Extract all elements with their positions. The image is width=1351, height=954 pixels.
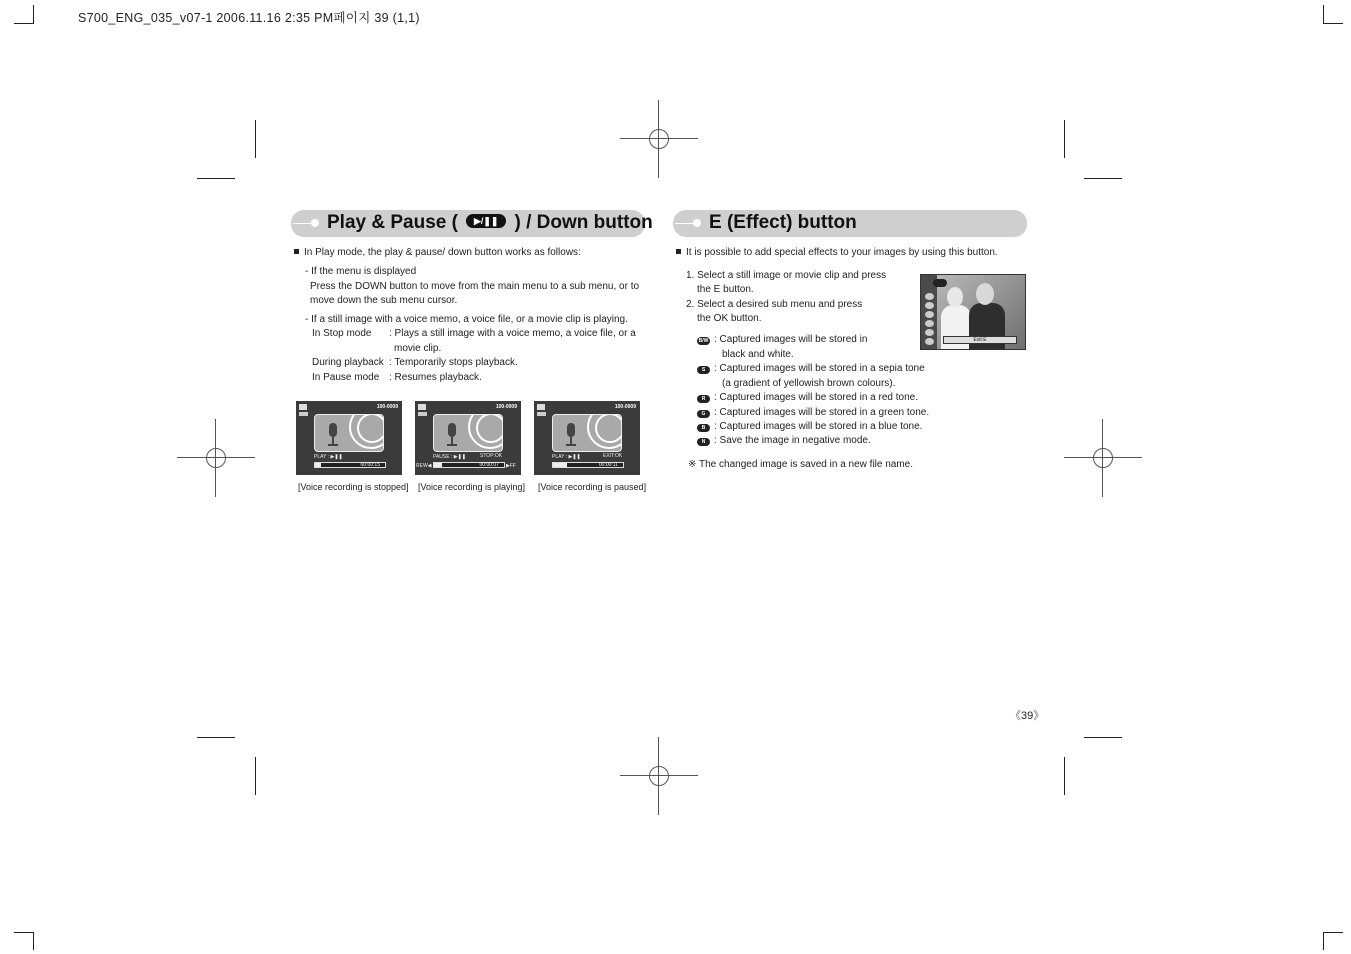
voice-frame xyxy=(314,414,384,452)
screen-caption: [Voice recording is paused] xyxy=(538,482,647,492)
voice-frame xyxy=(433,414,503,452)
page-number: 《39》 xyxy=(1010,710,1045,722)
progress-fill xyxy=(315,463,321,467)
negative-icon: N xyxy=(697,438,710,446)
crop-mark xyxy=(33,5,34,23)
menu-heading: - If the menu is displayed xyxy=(305,266,417,277)
voice-screen-stopped xyxy=(296,401,402,475)
crop-mark xyxy=(14,932,34,933)
battery-icon xyxy=(537,412,546,416)
voice-screen-playing xyxy=(415,401,521,475)
red-tone-icon: R xyxy=(697,395,710,403)
bullet-square-icon xyxy=(294,249,299,254)
voice-screen-paused xyxy=(534,401,640,475)
crop-mark xyxy=(1323,932,1343,933)
trim-mark xyxy=(1064,120,1065,158)
trim-mark xyxy=(255,120,256,158)
file-number: 100-0009 xyxy=(614,404,636,410)
mode-desc: : Resumes playback. xyxy=(389,372,482,383)
effect-item-cont: (a gradient of yellowish brown colours). xyxy=(722,378,896,389)
effect-item: S : Captured images will be stored in a sepia tone xyxy=(697,362,925,375)
mode-label: In Stop mode xyxy=(312,328,372,339)
mode-desc: : Temporarily stops playback. xyxy=(389,357,518,368)
elapsed-time: 00:00:15 xyxy=(360,462,380,468)
rewind-label: REW◀ xyxy=(416,463,432,469)
trim-mark xyxy=(197,178,235,179)
step-text: 2. Select a desired sub menu and press xyxy=(686,299,863,310)
title-text: Play & Pause ( xyxy=(327,212,458,233)
crop-mark xyxy=(1323,23,1343,24)
control-label: STOP:OK xyxy=(480,453,503,459)
print-header: S700_ENG_035_v07-1 2006.11.16 2:35 PM페이지 39 (1,1) xyxy=(78,11,420,25)
battery-icon xyxy=(299,412,308,416)
green-tone-icon: G xyxy=(697,410,710,418)
step-text: 1. Select a still image or movie clip and press xyxy=(686,270,887,281)
registration-mark xyxy=(177,419,255,497)
play-pause-icon: ▶/❚❚ xyxy=(466,214,506,228)
control-label: EXIT:OK xyxy=(603,453,623,459)
microphone-icon xyxy=(567,423,575,437)
section-title-play-pause xyxy=(291,210,653,237)
registration-mark xyxy=(1064,419,1142,497)
screen-caption: [Voice recording is stopped] xyxy=(298,482,409,492)
black-white-icon: B/W xyxy=(698,338,709,344)
menu-line: Press the DOWN button to move from the main menu to a sub menu, or to xyxy=(310,281,640,292)
effect-intro: It is possible to add special effects to your images by using this button. xyxy=(676,246,998,259)
progress-fill xyxy=(553,463,567,467)
play-mode-icon xyxy=(299,404,307,410)
trim-mark xyxy=(1084,178,1122,179)
sepia-icon: S xyxy=(697,366,710,374)
elapsed-time: 00:00:07 xyxy=(479,462,499,468)
effect-item: R : Captured images will be stored in a red tone. xyxy=(697,391,918,404)
effect-item-cont: black and white. xyxy=(722,349,794,360)
voice-frame xyxy=(552,414,622,452)
trim-mark xyxy=(255,757,256,795)
voice-heading: - If a still image with a voice memo, a voice file, or a movie clip is playing. xyxy=(305,314,628,325)
registration-mark xyxy=(620,100,698,178)
title-text: ) / Down button xyxy=(514,212,653,233)
progress-bar xyxy=(552,462,624,468)
progress-bar xyxy=(433,462,505,468)
note-mark-icon: ※ xyxy=(688,459,697,470)
effect-menu-photo xyxy=(920,274,1026,350)
control-label: PLAY : ▶❚❚ xyxy=(552,454,581,460)
play-mode-icon xyxy=(418,404,426,410)
mode-label: During playback xyxy=(312,357,384,368)
section-title-effect xyxy=(673,210,1027,237)
exit-label: Exit:E xyxy=(943,336,1017,344)
effect-icon xyxy=(933,279,947,287)
control-label: PLAY : ▶❚❚ xyxy=(314,454,343,460)
crop-mark xyxy=(1323,5,1324,23)
crop-mark xyxy=(33,932,34,950)
menu-line: move down the sub menu cursor. xyxy=(310,295,458,306)
trim-mark xyxy=(1084,737,1122,738)
mode-label: In Pause mode xyxy=(312,372,380,383)
step-text: the E button. xyxy=(697,284,754,295)
crop-mark xyxy=(14,23,34,24)
effect-item: B : Captured images will be stored in a blue tone. xyxy=(697,420,922,433)
screen-caption: [Voice recording is playing] xyxy=(418,482,526,492)
file-number: 100-0009 xyxy=(495,404,517,410)
fast-forward-label: ▶FF xyxy=(506,463,516,469)
play-intro: In Play mode, the play & pause/ down button works as follows: xyxy=(294,246,581,259)
mode-desc: movie clip. xyxy=(394,343,442,354)
progress-bar xyxy=(314,462,386,468)
microphone-icon xyxy=(448,423,456,437)
progress-fill xyxy=(434,463,442,467)
note: ※ The changed image is saved in a new file name. xyxy=(688,459,914,470)
title-text: E (Effect) button xyxy=(709,212,857,233)
file-number: 100-0009 xyxy=(376,404,398,410)
effect-item: N : Save the image in negative mode. xyxy=(697,434,871,447)
effect-item: G : Captured images will be stored in a green tone. xyxy=(697,406,929,419)
trim-mark xyxy=(1064,757,1065,795)
elapsed-time: 00:00:11 xyxy=(598,462,618,468)
play-mode-icon xyxy=(537,404,545,410)
control-label: PAUSE : ▶❚❚ xyxy=(433,454,466,460)
blue-tone-icon: B xyxy=(697,424,710,432)
effect-item: B/W : Captured images will be stored in xyxy=(698,334,868,345)
microphone-icon xyxy=(329,423,337,437)
bullet-square-icon xyxy=(676,249,681,254)
battery-icon xyxy=(418,412,427,416)
step-text: the OK button. xyxy=(697,313,762,324)
trim-mark xyxy=(197,737,235,738)
mode-desc: : Plays a still image with a voice memo, a voice file, or a xyxy=(389,328,636,339)
registration-mark xyxy=(620,737,698,815)
crop-mark xyxy=(1323,932,1324,950)
